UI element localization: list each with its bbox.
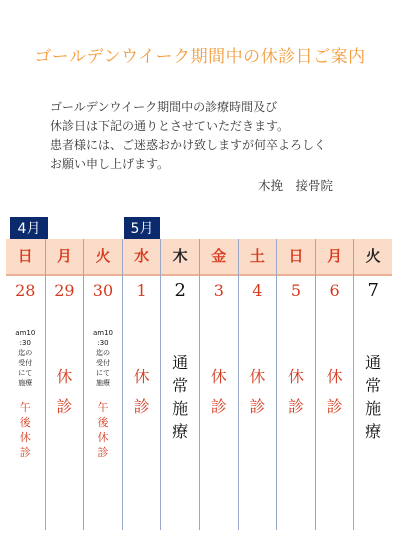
closed-label: 休 診 bbox=[210, 367, 227, 416]
regular-hours-label: 通 常 施 療 bbox=[172, 353, 189, 441]
day-column bbox=[199, 239, 238, 530]
weekday-header: 火 bbox=[354, 239, 392, 276]
day-status bbox=[200, 306, 238, 530]
day-status bbox=[354, 306, 392, 530]
month-label-april: 4月 bbox=[10, 217, 48, 241]
day-number: 2 bbox=[174, 280, 186, 301]
notice-text bbox=[50, 98, 326, 174]
day-number: 30 bbox=[92, 281, 114, 300]
day-status bbox=[316, 306, 354, 530]
day-column bbox=[45, 239, 84, 530]
day-status bbox=[277, 306, 315, 530]
day-column bbox=[353, 239, 392, 530]
day-status bbox=[46, 306, 84, 530]
weekday-header: 日 bbox=[277, 239, 315, 276]
closed-label: 休 診 bbox=[287, 367, 304, 416]
weekday-header: 土 bbox=[239, 239, 277, 276]
day-number: 6 bbox=[329, 281, 340, 300]
day-number: 7 bbox=[367, 280, 379, 301]
day-column bbox=[276, 239, 315, 530]
weekday-header: 水 bbox=[123, 239, 161, 276]
calendar-grid bbox=[6, 239, 392, 530]
month-label-may: 5月 bbox=[124, 217, 160, 241]
day-number: 1 bbox=[136, 281, 147, 300]
regular-hours-label: 通 常 施 療 bbox=[365, 353, 382, 441]
afternoon-closed-label: 午 後 休 診 bbox=[97, 401, 109, 459]
page-title: ゴールデンウイーク期間中の休診日ご案内 bbox=[34, 47, 366, 67]
weekday-header: 月 bbox=[316, 239, 354, 276]
weekday-header: 日 bbox=[6, 239, 45, 276]
closed-label: 休 診 bbox=[133, 367, 150, 416]
day-column bbox=[160, 239, 199, 530]
notice-line: ゴールデンウイーク期間中の診療時間及び bbox=[50, 100, 278, 114]
day-column bbox=[83, 239, 122, 530]
weekday-header: 木 bbox=[161, 239, 199, 276]
day-column bbox=[315, 239, 354, 530]
day-number: 4 bbox=[252, 281, 263, 300]
afternoon-closed-label: 午 後 休 診 bbox=[19, 401, 31, 459]
day-column bbox=[122, 239, 161, 530]
closed-label: 休 診 bbox=[56, 367, 73, 416]
morning-hours-note: am10 :30 迄の 受付 にて 施療 bbox=[15, 329, 36, 387]
day-status bbox=[239, 306, 277, 530]
day-number: 5 bbox=[290, 281, 302, 300]
clinic-signature: 木挽 接骨院 bbox=[258, 178, 334, 193]
notice-line: お願い申し上げます。 bbox=[50, 157, 170, 171]
weekday-header: 金 bbox=[200, 239, 238, 276]
weekday-header: 火 bbox=[84, 239, 122, 276]
day-number: 28 bbox=[15, 281, 36, 300]
day-number: 29 bbox=[54, 281, 75, 300]
day-status bbox=[123, 306, 161, 530]
notice-line: 患者様には、ご迷惑おかけ致しますが何卒よろしく bbox=[50, 138, 327, 152]
day-column bbox=[238, 239, 277, 530]
day-status bbox=[6, 306, 45, 530]
day-status bbox=[161, 306, 199, 530]
closed-label: 休 診 bbox=[326, 367, 343, 416]
notice-line: 休診日は下記の通りとさせていただきます。 bbox=[50, 119, 290, 133]
morning-hours-note: am10 :30 迄の 受付 にて 施療 bbox=[92, 329, 113, 387]
day-status bbox=[84, 306, 122, 530]
day-column bbox=[6, 239, 45, 530]
weekday-header: 月 bbox=[46, 239, 84, 276]
day-number: 3 bbox=[213, 281, 224, 300]
closed-label: 休 診 bbox=[249, 367, 266, 416]
